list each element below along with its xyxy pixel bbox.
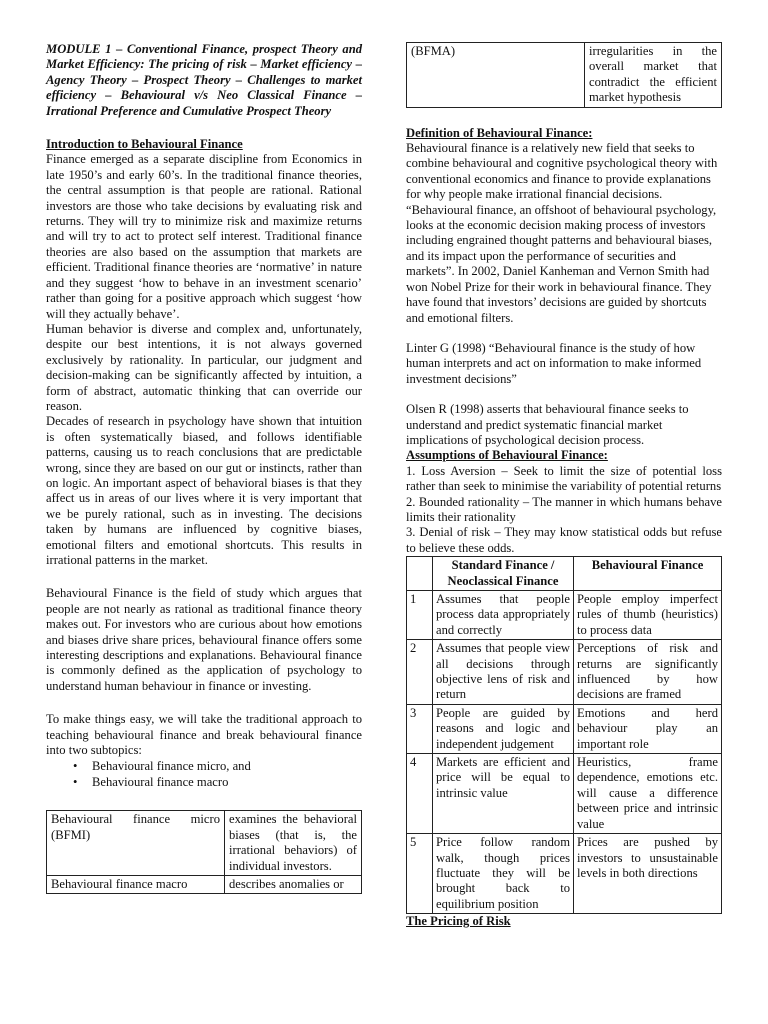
cell-standard: People are guided by reasons and logic and independent judgement [433, 704, 574, 753]
table-cell-term: Behavioural finance micro (BFMI) [47, 811, 225, 876]
table-cell-term: (BFMA) [407, 43, 585, 108]
cell-behavioural: People employ imperfect rules of thumb (heuristics) to process data [574, 591, 722, 640]
list-item: • Behavioural finance macro [46, 775, 362, 790]
table-cell-desc: describes anomalies or [225, 875, 362, 893]
linter-quote: Linter G (1998) “Behavioural finance is the study of how human interprets and act on information to make informed investment decisions” [406, 340, 702, 386]
table-row [47, 875, 362, 893]
intro-paragraph-4: Behavioural Finance is the field of study which argues that people are not nearly as rational as traditional finance theory makes out. For investors who are curious about how emotions and biases drive share prices, behavioural finance offers some interesting descriptions and explanations. Behavioural finance is commonly defined as the application of psychology to understand human behaviour in finance or investing. [46, 586, 362, 693]
table-row [47, 811, 362, 876]
assumption-item: 2. Bounded rationality – The manner in which humans behave limits their rationality [406, 494, 722, 524]
right-column [406, 42, 722, 930]
assumptions-heading: Assumptions of Behavioural Finance: [406, 448, 608, 463]
definition-paragraph: Behavioural finance is a relatively new field that seeks to combine behavioural and cognitive psychological theory with conventional economics and finance to provide explanations for why people make irrational financial decisions. “Behavioural finance, an offshoot of behavioural psychology, looks at the economic decision making process of investors including engrained thought patterns and behavioural biases, and its impact upon the performance of securities and markets”. In 2002, Daniel Kanheman and Vernon Smith had won Nobel Prize for their work in behavioural finance. They have found that investors’ decisions are guided by shortcuts and emotional filters. [406, 141, 718, 325]
intro-paragraph-3: Decades of research in psychology have shown that intuition is often systematically biased, and follows identifiable patterns, causing us to reach conclusions that are predictable wrong, since they are based on our gut or instincts, rather than on logic. An important aspect of behavioral biases is that they affect us in areas of our lives where it is very important that we be purely rational, such as in investing. The decisions taken by humans are influenced by cognitive biases, emotional filters and emotional shortcuts. This results in irrational patterns in the market. [46, 414, 362, 567]
intro-paragraph-1: Finance emerged as a separate discipline from Economics in late 1950’s and early 60’s. In the traditional finance theories, the central assumption is that people are rational. Rational investors are those who take decisions by evaluating risk and returns. They will try to minimize risk and maximize returns and will try to act to protect self interest. Traditional finance theories are also based on the assumption that markets are efficient. Traditional finance theories are ‘normative’ in nature and they suggest ‘how to behave in an investment scenario’ rather than going for a positive approach which suggest ‘how will they actually behave’. [46, 152, 362, 321]
cell-behavioural: Prices are pushed by investors to unsustainable levels in both directions [574, 834, 722, 914]
cell-behavioural: Perceptions of risk and returns are significantly influenced by how decisions are framed [574, 640, 722, 705]
cell-standard: Markets are efficient and price will be equal to intrinsic value [433, 754, 574, 834]
row-number: 4 [407, 754, 433, 834]
module-title: MODULE 1 – Conventional Finance, prospect Theory and Market Efficiency: The pricing of risk – Market efficiency – Agency Theory – Prospect Theory – Challenges to market efficiency – Behavioural v/s Neo Classical Finance – Irrational Preference and Cumulative Prospect Theory [46, 42, 362, 118]
table-row [407, 834, 722, 914]
header-cell-standard: Standard Finance / Neoclassical Finance [433, 557, 574, 591]
assumption-item: 3. Denial of risk – They may know statistical odds but refuse to believe these odds. [406, 525, 722, 555]
row-number: 5 [407, 834, 433, 914]
cell-standard: Price follow random walk, though prices fluctuate they will be brought back to equilibrium position [433, 834, 574, 914]
table-row [407, 754, 722, 834]
table-row [407, 591, 722, 640]
list-item: • Behavioural finance micro, and [46, 759, 362, 774]
intro-paragraph-5: To make things easy, we will take the traditional approach to teaching behavioural finance and break behavioural finance into two subtopics: [46, 712, 362, 758]
pricing-of-risk-heading: The Pricing of Risk [406, 914, 511, 929]
olsen-quote: Olsen R (1998) asserts that behavioural finance seeks to understand and predict systematic financial market implications of psychological decision process. [406, 402, 689, 447]
cell-behavioural: Heuristics, frame dependence, emotions etc. will cause a difference between price and intrinsic value [574, 754, 722, 834]
cell-standard: Assumes that people view all decisions through objective lens of risk and return [433, 640, 574, 705]
assumption-item: 1. Loss Aversion – Seek to limit the size of potential loss rather than seek to minimise the variability of potential returns [406, 463, 722, 494]
row-number: 1 [407, 591, 433, 640]
table-cell-term: Behavioural finance macro [47, 875, 225, 893]
row-number: 3 [407, 704, 433, 753]
intro-heading: Introduction to Behavioural Finance [46, 137, 243, 152]
subtopic-table [46, 810, 362, 894]
table-cell-desc: irregularities in the overall market that contradict the efficient market hypothesis [585, 43, 722, 108]
table-row [407, 640, 722, 705]
row-number: 2 [407, 640, 433, 705]
intro-paragraph-2: Human behavior is diverse and complex and, unfortunately, despite our best intentions, it is not always governed exclusively by rationality. In particular, our judgment and decision-making can be significantly affected by intuition, a form of abstract, automatic thinking that can override our reason. [46, 321, 362, 413]
header-cell-behavioural: Behavioural Finance [574, 557, 722, 591]
subtopic-list [46, 759, 362, 790]
table-row [407, 704, 722, 753]
table-header-row [407, 557, 722, 591]
left-column [46, 42, 362, 894]
comparison-table [406, 556, 722, 914]
header-cell-number [407, 557, 433, 591]
cell-behavioural: Emotions and herd behaviour play an important role [574, 704, 722, 753]
cell-standard: Assumes that people process data appropriately and correctly [433, 591, 574, 640]
table-row [407, 43, 722, 108]
definition-heading: Definition of Behavioural Finance: [406, 125, 593, 140]
table-cell-desc: examines the behavioral biases (that is, the irrational behaviors) of individual investors. [225, 811, 362, 876]
subtopic-table-continued [406, 42, 722, 108]
